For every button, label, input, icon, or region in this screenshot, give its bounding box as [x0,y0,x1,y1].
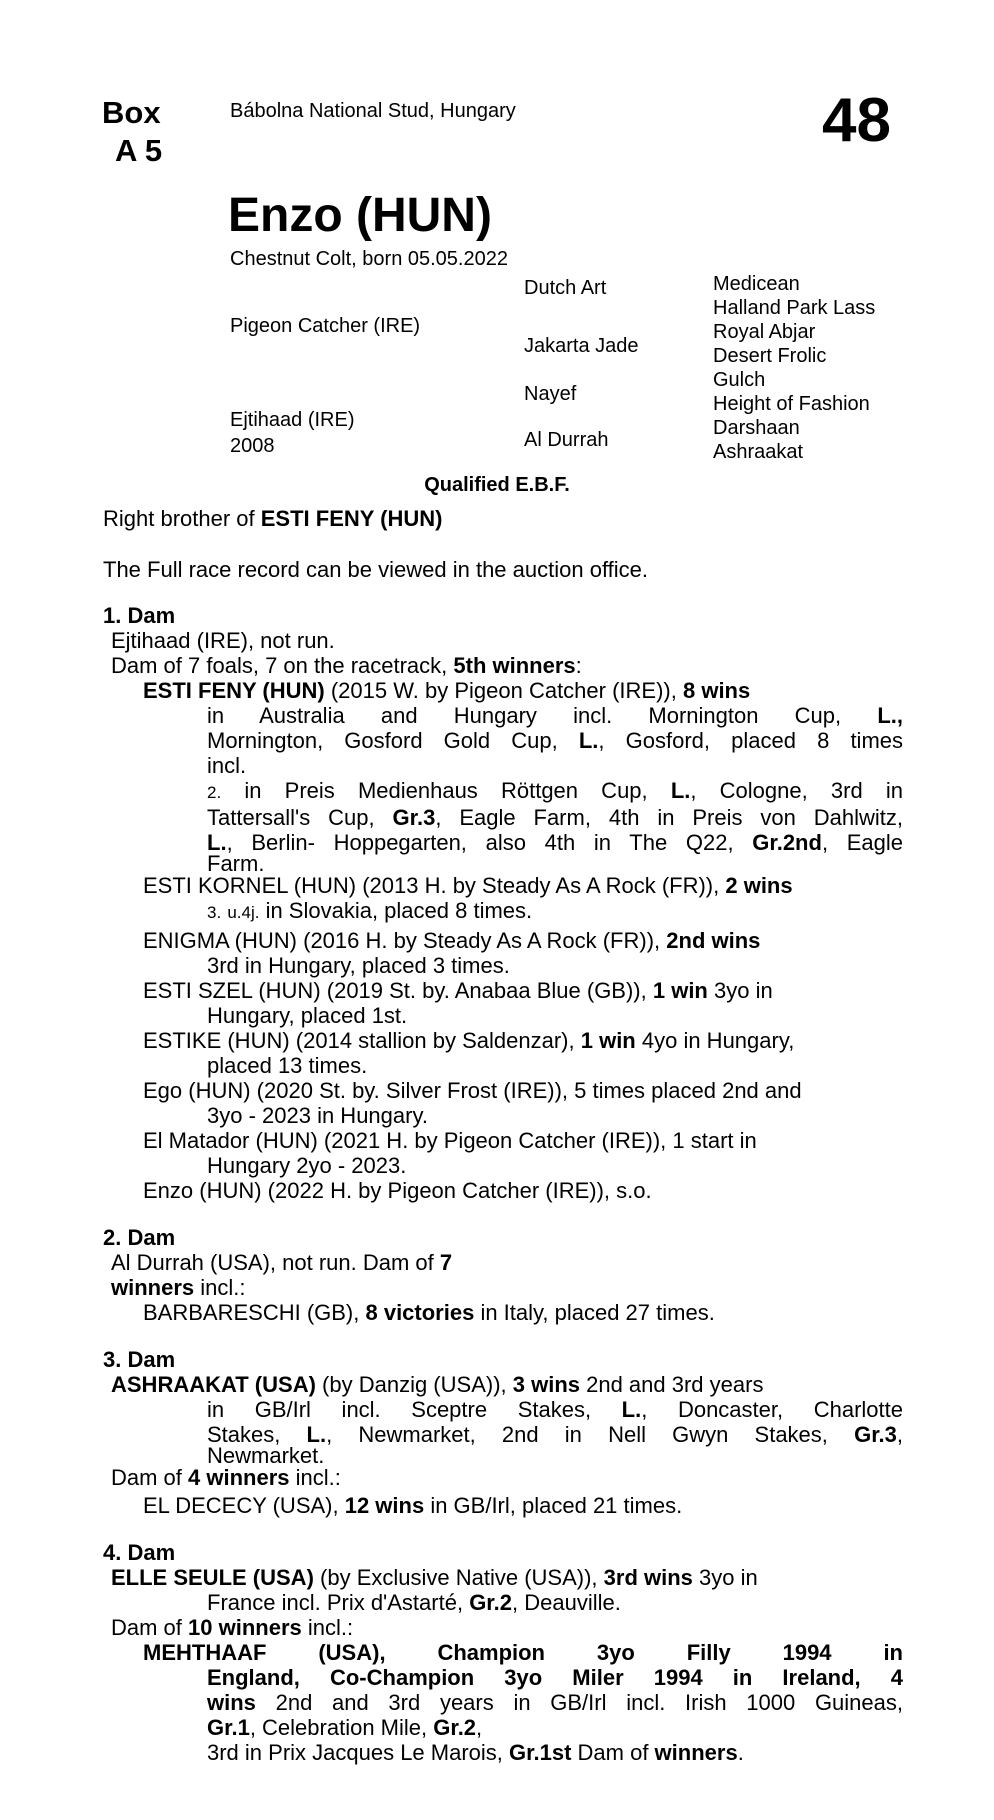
dam1-entry-el-matador: El Matador (HUN) (2021 H. by Pigeon Catcher (IRE)), 1 start in Hungary 2yo - 2023. [143,1128,757,1178]
dam1-entry-esti-feny: ESTI FENY (HUN) (2015 W. by Pigeon Catcher (IRE)), 8 wins in Australia and Hungary incl. Mornington Cup, L., Mornington, Gosford Gold Cup, L., Gosford, placed 8 times incl. 2. in Preis Medienhaus Röttgen Cup, L., Cologne, 3rd in Tattersall's Cup, Gr.3, Eagle Farm, 4th in Preis von Dahlwitz, L., Berlin- Hoppegarten, also 4th in The Q22, Gr.2nd, Eagle Farm. [143,678,904,876]
box-label-line1: Box [102,95,161,130]
dam3-heading: 3. Dam [103,1347,176,1372]
sibling-prefix: Right brother of [103,506,261,531]
pedigree-sire: Pigeon Catcher (IRE) [230,315,421,337]
dam1-entry-esti-szel: ESTI SZEL (HUN) (2019 St. by. Anabaa Blue (GB)), 1 win 3yo in Hungary, placed 1st. [143,978,773,1028]
dam1-entry-ego: Ego (HUN) (2020 St. by. Silver Frost (IRE)), 5 times placed 2nd and 3yo - 2023 in Hungary. [143,1078,802,1128]
dam2-line2: winners incl.: [111,1275,246,1300]
qualified-ebf: Qualified E.B.F. [424,474,570,496]
dam2-line1: Al Durrah (USA), not run. Dam of 7 [111,1250,453,1275]
pedigree-dam-sire: Nayef [524,383,577,405]
dam4-heading: 4. Dam [103,1540,176,1565]
pedigree-dam: Ejtihaad (IRE) [230,409,355,431]
ggp-item: Height of Fashion [713,393,870,415]
dam1-entry-enzo: Enzo (HUN) (2022 H. by Pigeon Catcher (IRE)), s.o. [143,1178,652,1203]
ggp-item: Royal Abjar [713,321,816,343]
pedigree-dam-year: 2008 [230,435,275,457]
dam1-entry-enigma: ENIGMA (HUN) (2016 H. by Steady As A Rock (FR)), 2nd wins 3rd in Hungary, placed 3 times. [143,928,761,978]
horse-name: Enzo (HUN) [228,189,492,242]
ggp-item: Medicean [713,273,800,295]
ggp-item: Gulch [713,369,766,391]
dam4-entry-elle-seule: ELLE SEULE (USA) (by Exclusive Native (USA)), 3rd wins 3yo in France incl. Prix d'Astarté, Gr.2, Deauville. Dam of 10 winners incl.: [111,1565,758,1640]
horse-description: Chestnut Colt, born 05.05.2022 [230,248,508,270]
box-label [102,94,162,170]
dam4-entry-mehthaaf: MEHTHAAF (USA), Champion 3yo Filly 1994 in England, Co-Champion 3yo Miler 1994 in Ireland, 4 wins 2nd and 3rd years in GB/Irl incl. Irish 1000 Guineas, Gr.1, Celebration Mile, Gr.2, 3rd in Prix Jacques Le Marois, Gr.1st Dam of winners. [143,1640,903,1765]
pedigree-sire-dam: Jakarta Jade [524,335,639,357]
stud-name: Bábolna National Stud, Hungary [230,100,516,122]
dam3-entry-ashraakat: ASHRAAKAT (USA) (by Danzig (USA)), 3 wins 2nd and 3rd years in GB/Irl incl. Sceptre Stakes, L., Doncaster, Charlotte Stakes, L., Newmarket, 2nd in Nell Gwyn Stakes, Gr.3, Newmarket. Dam of 4 winners incl.: [111,1372,904,1490]
ggp-item: Darshaan [713,417,800,439]
dam1-entry-estike: ESTIKE (HUN) (2014 stallion by Saldenzar), 1 win 4yo in Hungary, placed 13 times. [143,1028,795,1078]
sibling-name: ESTI FENY (HUN) [260,506,443,531]
ggp-item: Ashraakat [713,441,804,463]
sibling-line [103,506,442,532]
box-label-line2: A 5 [115,133,163,168]
dam1-heading: 1. Dam [103,603,176,628]
dam1-line2: Dam of 7 foals, 7 on the racetrack, 5th winners: [111,653,582,678]
dam1-entry-esti-kornel: ESTI KORNEL (HUN) (2013 H. by Steady As A Rock (FR)), 2 wins 3. u.4j. in Slovakia, placed 8 times. [143,873,793,923]
record-note: The Full race record can be viewed in the auction office. [103,557,649,582]
pedigree-sire-sire: Dutch Art [524,277,607,299]
dam-sections [103,603,903,1765]
dam2-entry-barbareschi: BARBARESCHI (GB), 8 victories in Italy, placed 27 times. [143,1300,715,1325]
pedigree-dam-dam: Al Durrah [524,429,609,451]
pedigree-great-grandparents [713,272,875,464]
dam3-entry-el-dececy: EL DECECY (USA), 12 wins in GB/Irl, placed 21 times. [143,1493,683,1518]
lot-number: 48 [822,86,891,155]
dam2-heading: 2. Dam [103,1225,176,1250]
dam1-line1: Ejtihaad (IRE), not run. [111,628,335,653]
ggp-item: Halland Park Lass [713,297,876,319]
ggp-item: Desert Frolic [713,345,827,367]
